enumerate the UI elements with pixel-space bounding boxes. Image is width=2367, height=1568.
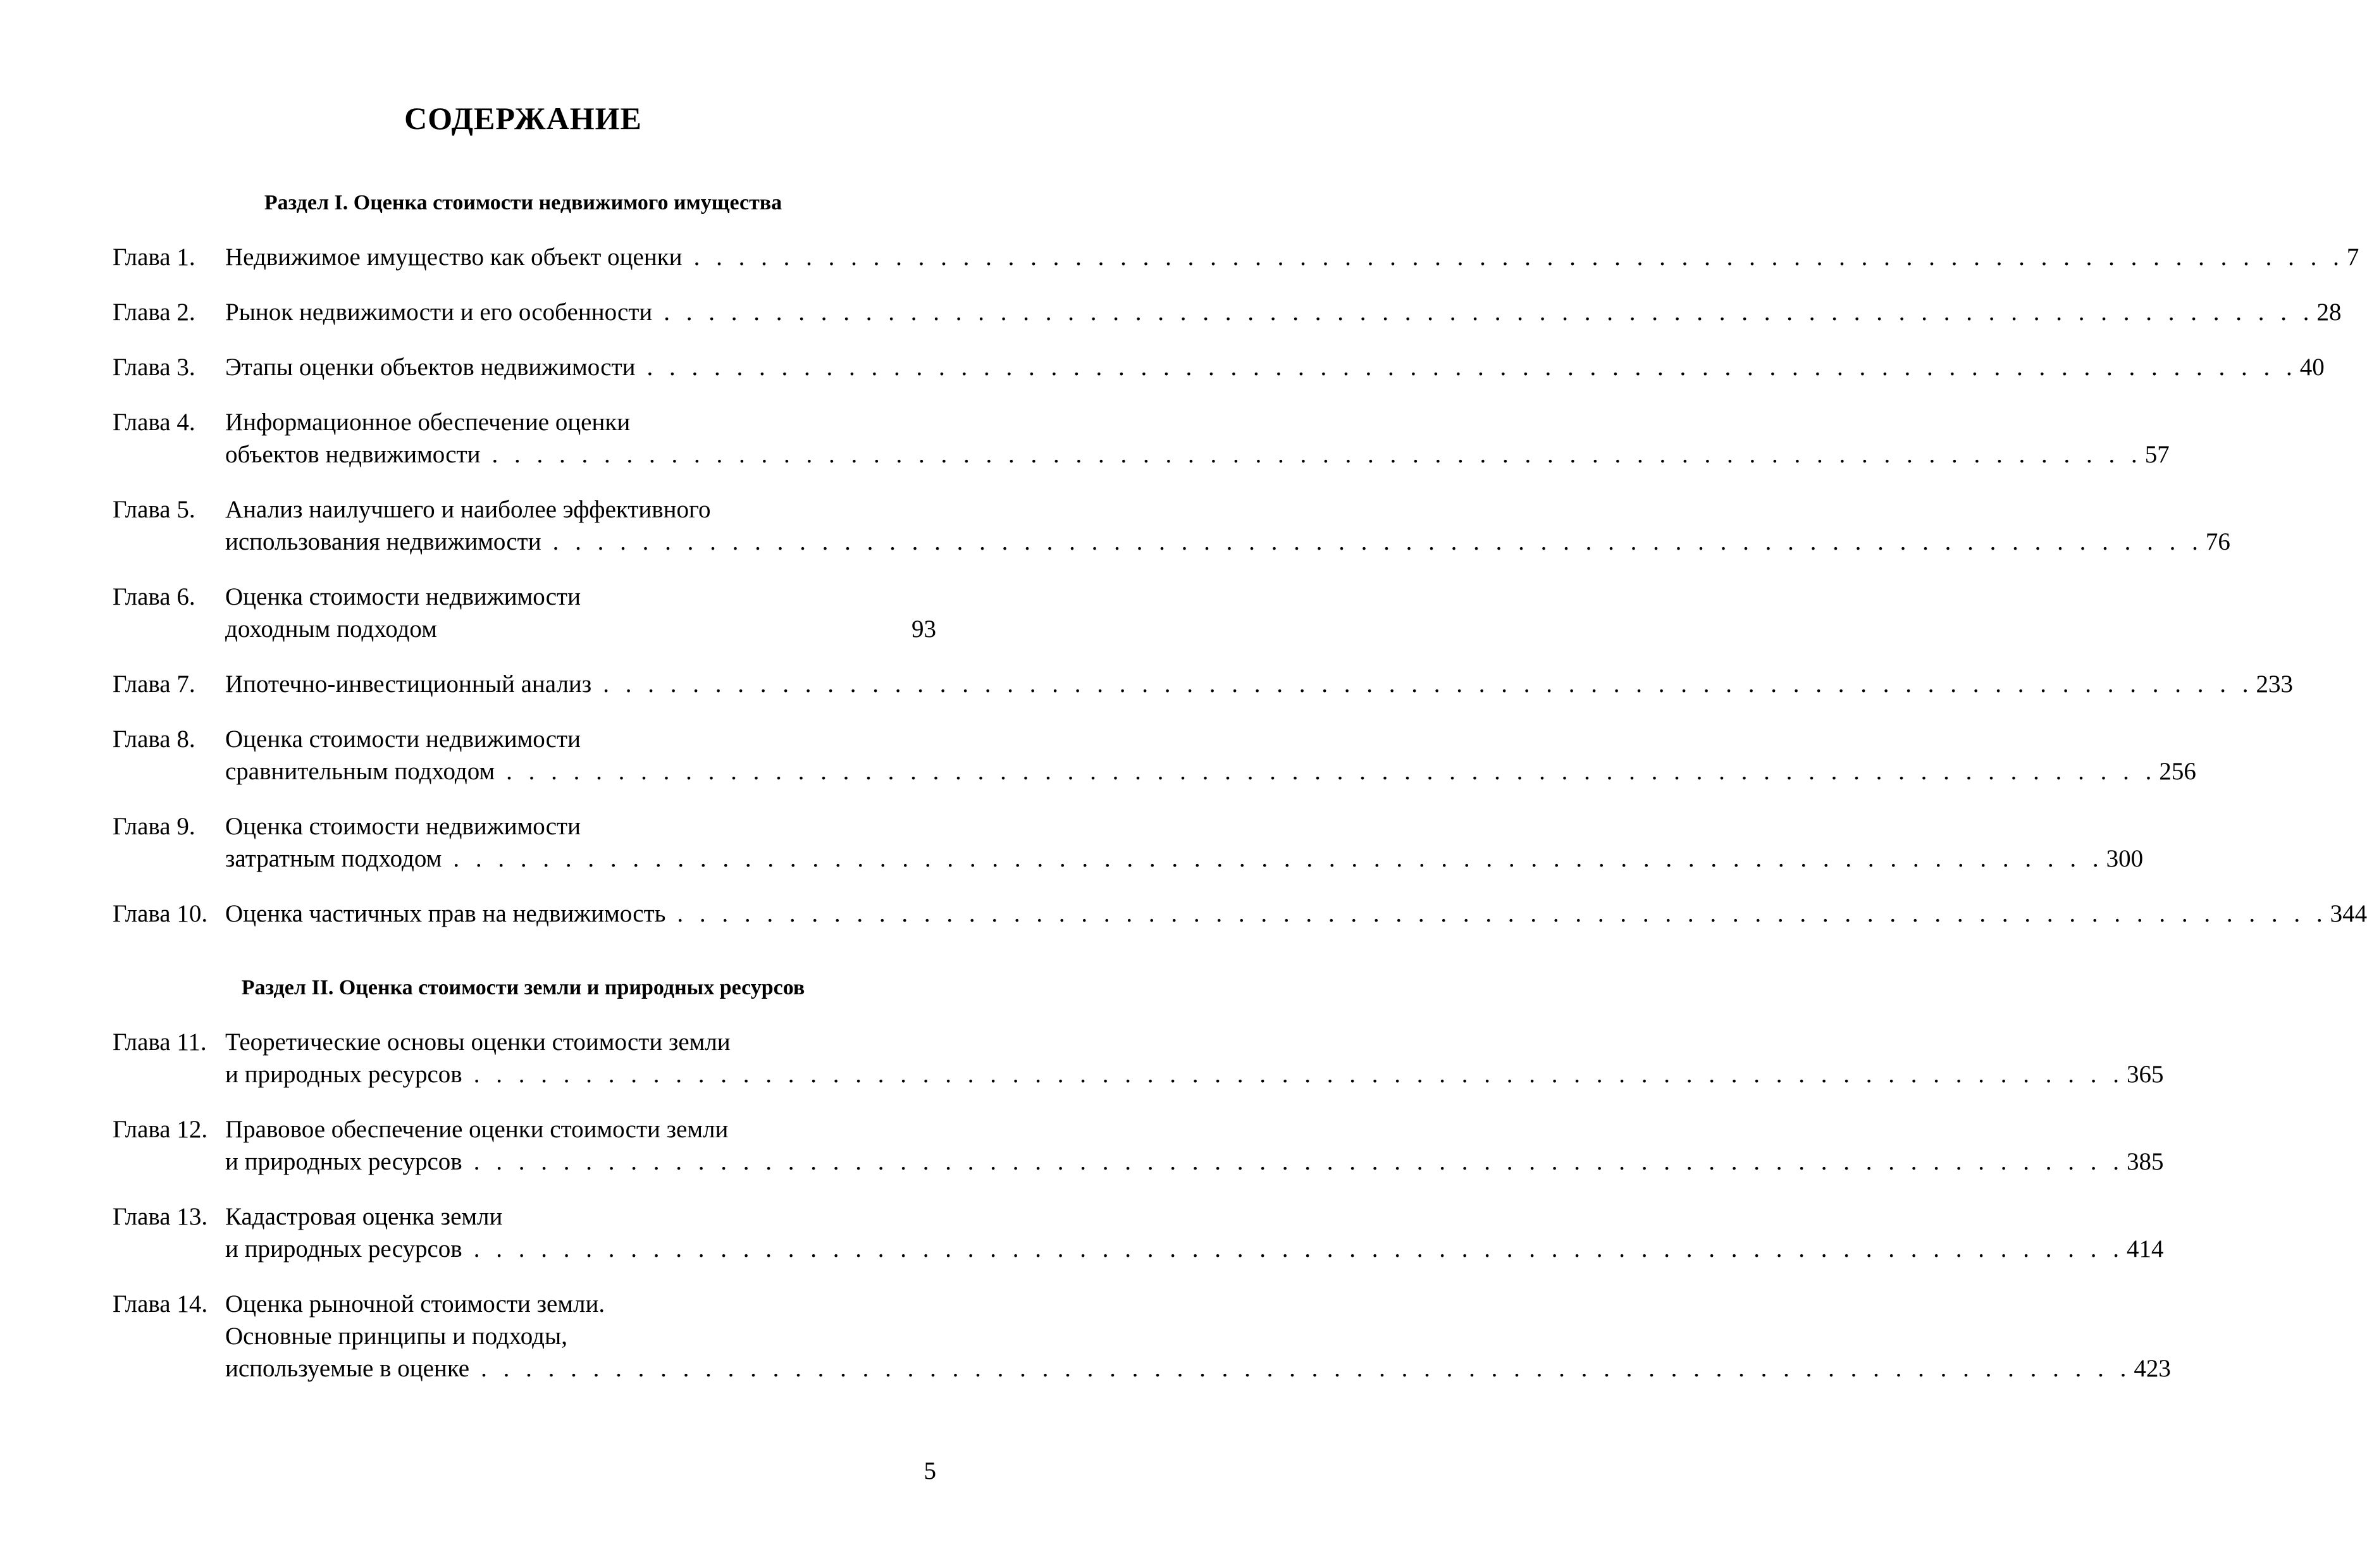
chapter-title: Оценка частичных прав на недвижимость bbox=[225, 900, 666, 927]
toc-entry-chapter-7[interactable] bbox=[113, 669, 2293, 700]
chapter-title-continuation: затратным подходом bbox=[225, 845, 442, 872]
toc-entry-chapter-6-cont[interactable] bbox=[113, 614, 936, 645]
page-number: 40 bbox=[2299, 354, 2325, 381]
page-number: 76 bbox=[2205, 528, 2230, 555]
toc-entry-chapter-3[interactable] bbox=[113, 352, 2325, 383]
dot-leader: . . . . . . . . . . . . . . . . . . . . . . . . . . . . . . . . . . . . . . . . . . . . . . . . . . . . . . . . . . . . . . . . . . . . . . . . . . bbox=[506, 758, 2157, 785]
chapter-label: Глава 11. bbox=[113, 1028, 207, 1056]
toc-entry-chapter-11-cont[interactable] bbox=[113, 1059, 2164, 1090]
chapter-label: Глава 3. bbox=[113, 354, 195, 381]
dot-leader: . . . . . . . . . . . . . . . . . . . . . . . . . . . . . . . . . . . . . . . . . . . . . . . . . . . . . . . . . . . . . . . . . . . . . . . . . . bbox=[677, 900, 2328, 927]
dot-leader: . . . . . . . . . . . . . . . . . . . . . . . . . . . . . . . . . . . . . . . . . . . . . . . . . . . . . . . . . . . . . . . . . . . . . . . . . . bbox=[473, 1061, 2124, 1088]
page-number: 344 bbox=[2330, 900, 2367, 927]
toc-entry-chapter-5[interactable] bbox=[113, 495, 936, 525]
page-number: 300 bbox=[2106, 845, 2144, 872]
page-number: 28 bbox=[2316, 299, 2342, 326]
page-number: 423 bbox=[2134, 1355, 2171, 1382]
chapter-label: Глава 7. bbox=[113, 670, 195, 698]
page-number: 256 bbox=[2159, 758, 2196, 785]
toc-entry-chapter-9-cont[interactable] bbox=[113, 844, 2144, 874]
folio-page-number: 5 bbox=[924, 1457, 936, 1485]
page-number: 233 bbox=[2256, 670, 2293, 698]
toc-entry-chapter-13-cont[interactable] bbox=[113, 1234, 2164, 1264]
chapter-title: Кадастровая оценка земли bbox=[225, 1203, 503, 1230]
section-heading-1: Раздел I. Оценка стоимости недвижимого имущества bbox=[264, 191, 782, 214]
toc-entry-chapter-1[interactable] bbox=[113, 242, 2359, 273]
toc-entry-chapter-2[interactable] bbox=[113, 297, 2342, 328]
chapter-label: Глава 10. bbox=[113, 900, 208, 927]
toc-entry-chapter-8[interactable] bbox=[113, 724, 936, 755]
chapter-label: Глава 5. bbox=[113, 496, 195, 523]
dot-leader: . . . . . . . . . . . . . . . . . . . . . . . . . . . . . . . . . . . . . . . . . . . . . . . . . . . . . . . . . . . . . . . . . . . . . . . . . . bbox=[453, 845, 2104, 872]
toc-entry-chapter-11[interactable] bbox=[113, 1027, 936, 1058]
chapter-label: Глава 14. bbox=[113, 1290, 208, 1318]
chapter-title: Оценка стоимости недвижимости bbox=[225, 813, 581, 840]
chapter-title-continuation: используемые в оценке bbox=[225, 1355, 470, 1382]
section-heading-2: Раздел II. Оценка стоимости земли и природных ресурсов bbox=[241, 976, 805, 999]
chapter-label: Глава 1. bbox=[113, 244, 195, 271]
chapter-title: Недвижимое имущество как объект оценки bbox=[225, 244, 683, 271]
chapter-label: Глава 6. bbox=[113, 583, 195, 610]
chapter-title: Оценка стоимости недвижимости bbox=[225, 725, 581, 753]
chapter-title: Оценка стоимости недвижимости bbox=[225, 583, 581, 610]
dot-leader: . . . . . . . . . . . . . . . . . . . . . . . . . . . . . . . . . . . . . . . . . . . . . . . . . . . . . . . . . . . . . . . . . . . . . . . . . . bbox=[693, 244, 2344, 271]
toc-entry-chapter-9[interactable] bbox=[113, 812, 936, 842]
toc-entry-chapter-10[interactable] bbox=[113, 899, 2367, 929]
chapter-title-continuation: использования недвижимости bbox=[225, 528, 541, 555]
chapter-title: Ипотечно-инвестиционный анализ bbox=[225, 670, 592, 698]
chapter-title: Анализ наилучшего и наиболее эффективного bbox=[225, 496, 711, 523]
chapter-title-continuation: и природных ресурсов bbox=[225, 1235, 462, 1262]
toc-entry-chapter-13[interactable] bbox=[113, 1202, 936, 1232]
chapter-title-continuation: и природных ресурсов bbox=[225, 1148, 462, 1175]
page-number: 414 bbox=[2126, 1235, 2164, 1262]
dot-leader: . . . . . . . . . . . . . . . . . . . . . . . . . . . . . . . . . . . . . . . . . . . . . . . . . . . . . . . . . . . . . . . . . . . . . . . . . . bbox=[603, 670, 2254, 698]
toc-entry-chapter-5-cont[interactable] bbox=[113, 527, 2230, 557]
page-number: 93 bbox=[912, 615, 936, 643]
chapter-title: Этапы оценки объектов недвижимости bbox=[225, 354, 636, 381]
chapter-title-continuation: Основные принципы и подходы, bbox=[225, 1323, 567, 1350]
chapter-title-continuation: и природных ресурсов bbox=[225, 1061, 462, 1088]
chapter-title-continuation: объектов недвижимости bbox=[225, 441, 481, 468]
toc-entry-chapter-12[interactable] bbox=[113, 1114, 936, 1145]
chapter-label: Глава 4. bbox=[113, 409, 195, 436]
toc-entry-chapter-12-cont[interactable] bbox=[113, 1147, 2164, 1177]
page-number: 365 bbox=[2126, 1061, 2164, 1088]
toc-entry-chapter-8-cont[interactable] bbox=[113, 756, 2196, 787]
dot-leader: . . . . . . . . . . . . . . . . . . . . . . . . . . . . . . . . . . . . . . . . . . . . . . . . . . . . . . . . . . . . . . . . . . . . . . . . . . bbox=[491, 441, 2142, 468]
dot-leader: . . . . . . . . . . . . . . . . . . . . . . . . . . . . . . . . . . . . . . . . . . . . . . . . . . . . . . . . . . . . . . . . . . . . . . . . . . bbox=[664, 299, 2314, 326]
chapter-label: Глава 2. bbox=[113, 299, 195, 326]
chapter-title: Оценка рыночной стоимости земли. bbox=[225, 1290, 605, 1318]
chapter-label: Глава 9. bbox=[113, 813, 195, 840]
toc-entry-chapter-14-cont-1[interactable] bbox=[113, 1321, 936, 1352]
chapter-title-continuation: доходным подходом bbox=[225, 615, 437, 643]
dot-leader: . . . . . . . . . . . . . . . . . . . . . . . . . . . . . . . . . . . . . . . . . . . . . . . . . . . . . . . . . . . . . . . . . . . . . . . . . . bbox=[552, 528, 2203, 555]
toc-entry-chapter-14-cont-2[interactable] bbox=[113, 1354, 2171, 1384]
chapter-title: Правовое обеспечение оценки стоимости земли bbox=[225, 1116, 729, 1143]
chapter-title: Теоретические основы оценки стоимости земли bbox=[225, 1028, 731, 1056]
page-number: 385 bbox=[2126, 1148, 2164, 1175]
chapter-title: Рынок недвижимости и его особенности bbox=[225, 299, 653, 326]
toc-entry-chapter-4[interactable] bbox=[113, 407, 936, 438]
toc-entry-chapter-4-cont[interactable] bbox=[113, 440, 2170, 470]
chapter-title: Информационное обеспечение оценки bbox=[225, 409, 631, 436]
dot-leader: . . . . . . . . . . . . . . . . . . . . . . . . . . . . . . . . . . . . . . . . . . . . . . . . . . . . . . . . . . . . . . . . . . . . . . . . . . bbox=[473, 1148, 2124, 1175]
page-number: 7 bbox=[2346, 244, 2359, 271]
chapter-label: Глава 8. bbox=[113, 725, 195, 753]
dot-leader: . . . . . . . . . . . . . . . . . . . . . . . . . . . . . . . . . . . . . . . . . . . . . . . . . . . . . . . . . . . . . . . . . . . . . . . . . . bbox=[473, 1235, 2124, 1262]
toc-entry-chapter-14[interactable] bbox=[113, 1289, 936, 1319]
chapter-label: Глава 13. bbox=[113, 1203, 208, 1230]
page-title: СОДЕРЖАНИЕ bbox=[404, 101, 642, 136]
page-number: 57 bbox=[2144, 441, 2170, 468]
dot-leader: . . . . . . . . . . . . . . . . . . . . . . . . . . . . . . . . . . . . . . . . . . . . . . . . . . . . . . . . . . . . . . . . . . . . . . . . . . bbox=[646, 354, 2297, 381]
chapter-title-continuation: сравнительным подходом bbox=[225, 758, 495, 785]
chapter-label: Глава 12. bbox=[113, 1116, 208, 1143]
dot-leader: . . . . . . . . . . . . . . . . . . . . . . . . . . . . . . . . . . . . . . . . . . . . . . . . . . . . . . . . . . . . . . . . . . . . . . . . . . bbox=[481, 1355, 2132, 1382]
toc-entry-chapter-6[interactable] bbox=[113, 582, 936, 612]
